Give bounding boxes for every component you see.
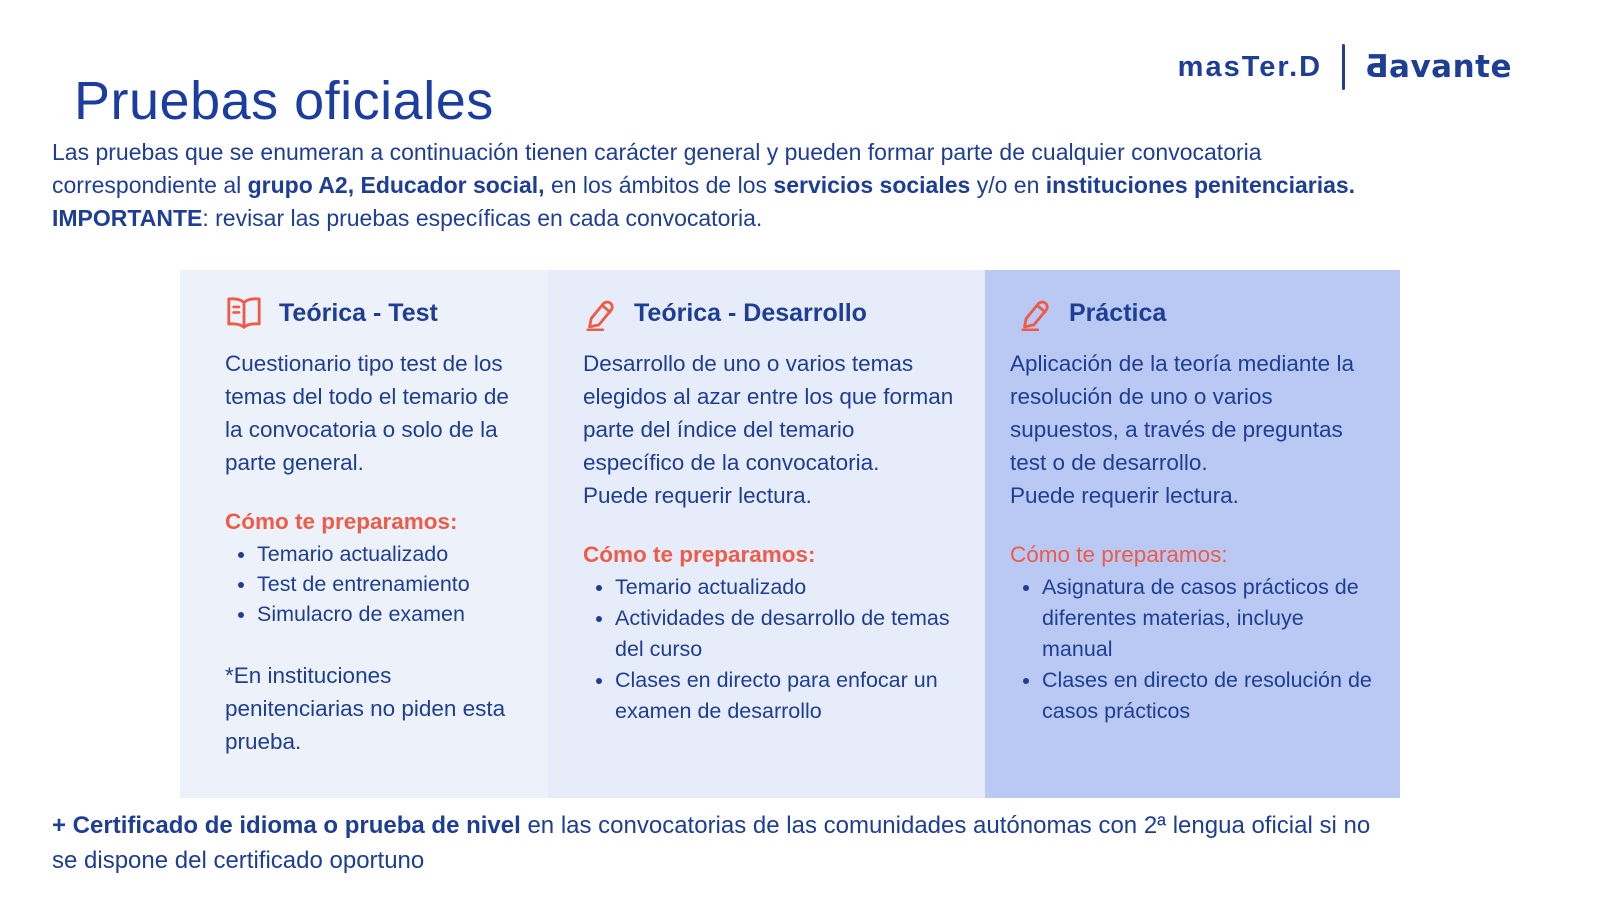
logo-divider (1342, 44, 1345, 90)
intro-line-3: IMPORTANTE: revisar las pruebas específicas en cada convocatoria. (52, 205, 763, 231)
intro-line-1: Las pruebas que se enumeran a continuación tienen carácter general y pueden formar parte de cualquier convocatoria (52, 139, 1262, 165)
test-type-cards (180, 270, 1400, 798)
footer-line-2: se dispone del certificado oportuno (52, 847, 425, 874)
card-teorica-desarrollo (548, 270, 985, 798)
brand-logos (1178, 44, 1512, 90)
list-item: • Test de entrenamiento (257, 569, 520, 599)
prepare-heading: Cómo te preparamos: (1010, 542, 1228, 567)
list-item: • Clases en directo de resolución de casos prácticos (1042, 665, 1380, 727)
pencil-icon (1018, 296, 1053, 331)
open-book-icon (225, 297, 263, 330)
list-item: • Simulacro de examen (257, 599, 520, 629)
card-title: Teórica - Test (279, 298, 438, 327)
card-teorica-test-header (225, 292, 520, 334)
list-item: • Temario actualizado (615, 572, 959, 603)
card-footnote: *En instituciones penitenciarias no piden esta prueba. (225, 663, 506, 754)
intro-line-2: correspondiente al grupo A2, Educador social, en los ámbitos de los servicios sociales y/o en instituciones penitenciarias. (52, 172, 1356, 198)
card-description: Desarrollo de uno o varios temas elegidos al azar entre los que forman parte del índice del temario específico de la convocatoria. Puede requerir lectura. (583, 351, 954, 508)
page-title: Pruebas oficiales (74, 71, 494, 132)
intro-paragraph (52, 136, 1547, 235)
card-description: Aplicación de la teoría mediante la resolución de uno o varios supuestos, a través de preguntas test o de desarrollo. Puede requerir lectura. (1010, 351, 1354, 508)
list-item: • Temario actualizado (257, 539, 520, 569)
card-teorica-desarrollo-header (583, 292, 959, 334)
card-teorica-test (180, 270, 548, 798)
card-practica-header (1010, 292, 1380, 334)
prepare-heading: Cómo te preparamos: (583, 542, 816, 567)
card-title: Práctica (1069, 298, 1167, 327)
masterd-logo: masTer.D (1177, 50, 1323, 83)
card-title: Teórica - Desarrollo (634, 298, 867, 327)
list-item: • Asignatura de casos prácticos de diferentes materias, incluye manual (1042, 572, 1380, 665)
list-item: • Actividades de desarrollo de temas del curso (615, 603, 959, 665)
davante-logo: Ƌavante (1365, 49, 1512, 85)
prepare-list (583, 572, 959, 727)
pencil-icon (583, 296, 618, 331)
footer-line-1: + Certificado de idioma o prueba de nivel en las convocatorias de las comunidades autónomas con 2ª lengua oficial si no (52, 812, 1371, 839)
prepare-heading: Cómo te preparamos: (225, 509, 458, 534)
card-description: Cuestionario tipo test de los temas del todo el temario de la convocatoria o solo de la parte general. (225, 351, 509, 475)
prepare-list (1010, 572, 1380, 727)
prepare-list (225, 539, 520, 629)
list-item: • Clases en directo para enfocar un examen de desarrollo (615, 665, 959, 727)
footer-note (52, 808, 1552, 878)
card-practica (985, 270, 1400, 798)
